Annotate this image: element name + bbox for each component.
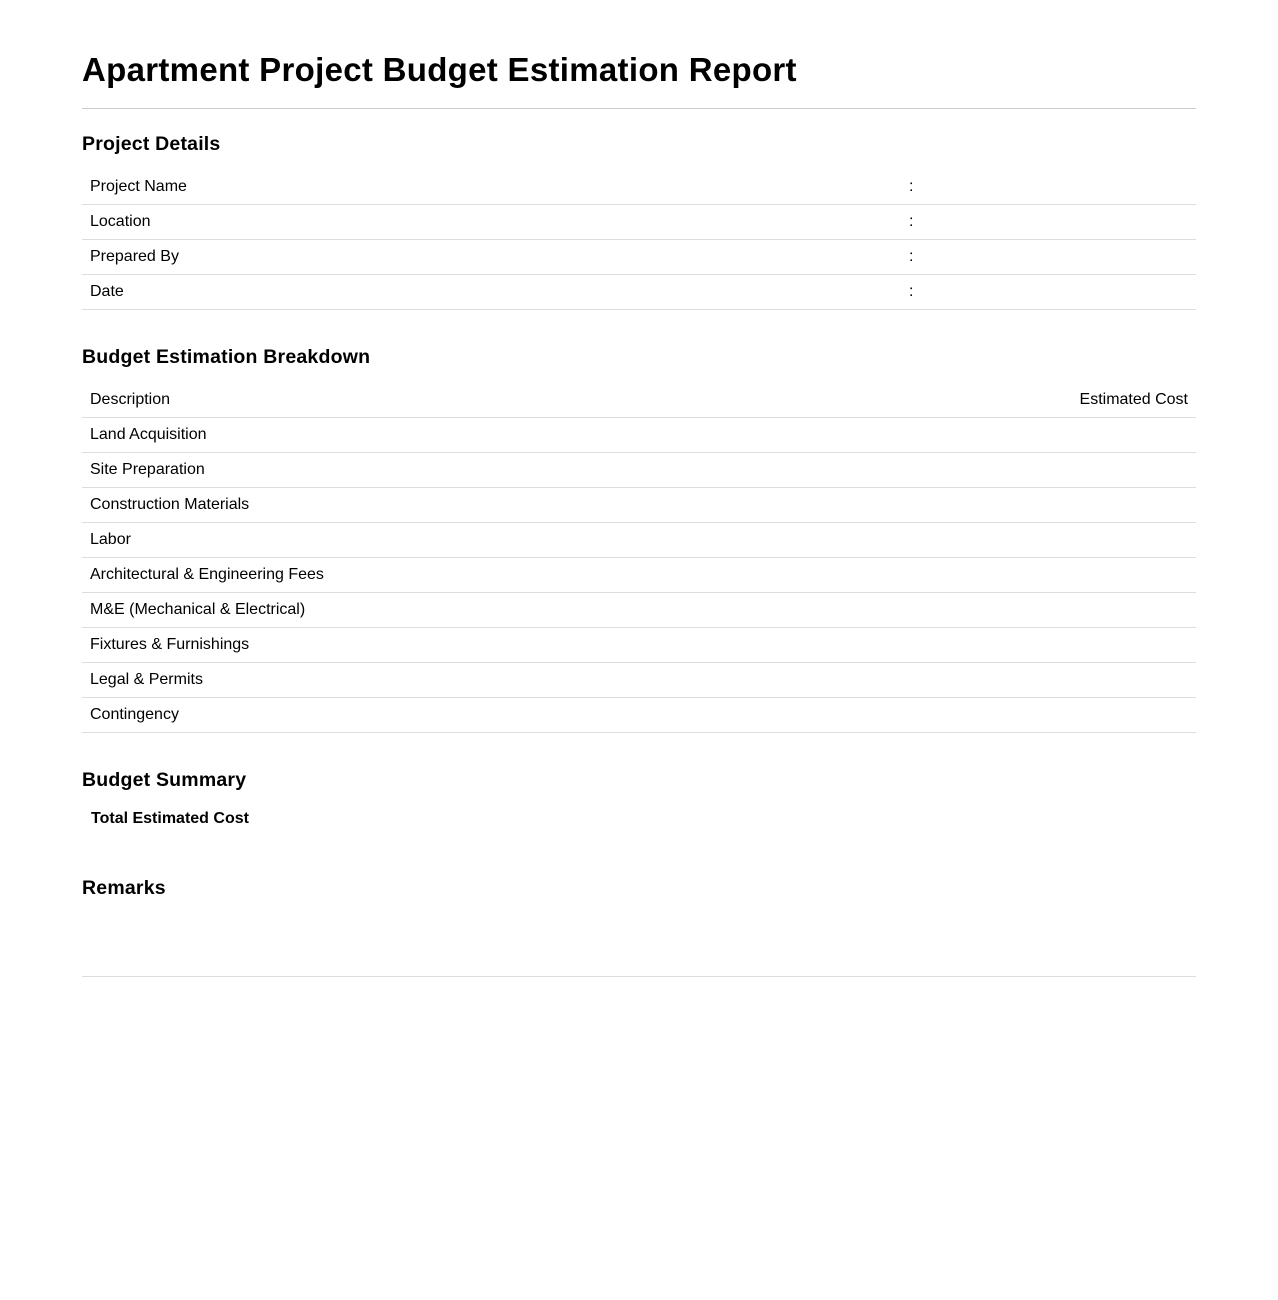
breakdown-row xyxy=(82,663,1196,698)
detail-row xyxy=(82,170,1196,205)
breakdown-description: Land Acquisition xyxy=(82,418,826,453)
breakdown-row xyxy=(82,628,1196,663)
breakdown-cost xyxy=(826,453,1196,488)
detail-value xyxy=(901,205,1196,240)
detail-value xyxy=(901,170,1196,205)
breakdown-table xyxy=(82,383,1196,733)
breakdown-description: Architectural & Engineering Fees xyxy=(82,558,826,593)
total-label: Total Estimated Cost xyxy=(91,810,249,827)
breakdown-cost xyxy=(826,663,1196,698)
breakdown-description: Labor xyxy=(82,523,826,558)
detail-label: Date xyxy=(82,275,901,310)
breakdown-cost xyxy=(826,418,1196,453)
breakdown-description: M&E (Mechanical & Electrical) xyxy=(82,593,826,628)
breakdown-row xyxy=(82,558,1196,593)
breakdown-heading: Budget Estimation Breakdown xyxy=(82,346,371,368)
remarks-heading: Remarks xyxy=(82,877,166,899)
breakdown-row xyxy=(82,488,1196,523)
detail-value xyxy=(901,275,1196,310)
page-title: Apartment Project Budget Estimation Report xyxy=(82,51,797,88)
column-header-estimated-cost: Estimated Cost xyxy=(826,383,1196,418)
detail-label: Project Name xyxy=(82,170,901,205)
detail-row xyxy=(82,240,1196,275)
total-row xyxy=(82,802,1196,836)
detail-label: Prepared By xyxy=(82,240,901,275)
breakdown-cost xyxy=(826,628,1196,663)
summary-table xyxy=(82,802,1196,836)
breakdown-header-row xyxy=(82,383,1196,418)
breakdown-row xyxy=(82,698,1196,733)
breakdown-description: Construction Materials xyxy=(82,488,826,523)
breakdown-cost xyxy=(826,593,1196,628)
title-divider xyxy=(82,108,1196,109)
project-details-heading: Project Details xyxy=(82,133,221,155)
breakdown-row xyxy=(82,453,1196,488)
breakdown-row xyxy=(82,593,1196,628)
detail-row xyxy=(82,205,1196,240)
detail-separator: : xyxy=(909,283,914,300)
column-header-description: Description xyxy=(82,383,826,418)
breakdown-cost xyxy=(826,488,1196,523)
breakdown-description: Site Preparation xyxy=(82,453,826,488)
breakdown-row xyxy=(82,523,1196,558)
detail-row xyxy=(82,275,1196,310)
breakdown-cost xyxy=(826,558,1196,593)
detail-label: Location xyxy=(82,205,901,240)
detail-separator: : xyxy=(909,213,914,230)
detail-value xyxy=(901,240,1196,275)
remarks-field xyxy=(82,900,1196,977)
breakdown-cost xyxy=(826,523,1196,558)
breakdown-cost xyxy=(826,698,1196,733)
breakdown-description: Legal & Permits xyxy=(82,663,826,698)
detail-separator: : xyxy=(909,178,914,195)
breakdown-description: Fixtures & Furnishings xyxy=(82,628,826,663)
total-value xyxy=(1097,802,1196,836)
budget-summary-heading: Budget Summary xyxy=(82,769,247,791)
detail-separator: : xyxy=(909,248,914,265)
project-details-table xyxy=(82,170,1196,310)
breakdown-description: Contingency xyxy=(82,698,826,733)
breakdown-row xyxy=(82,418,1196,453)
report-page xyxy=(82,0,1196,977)
